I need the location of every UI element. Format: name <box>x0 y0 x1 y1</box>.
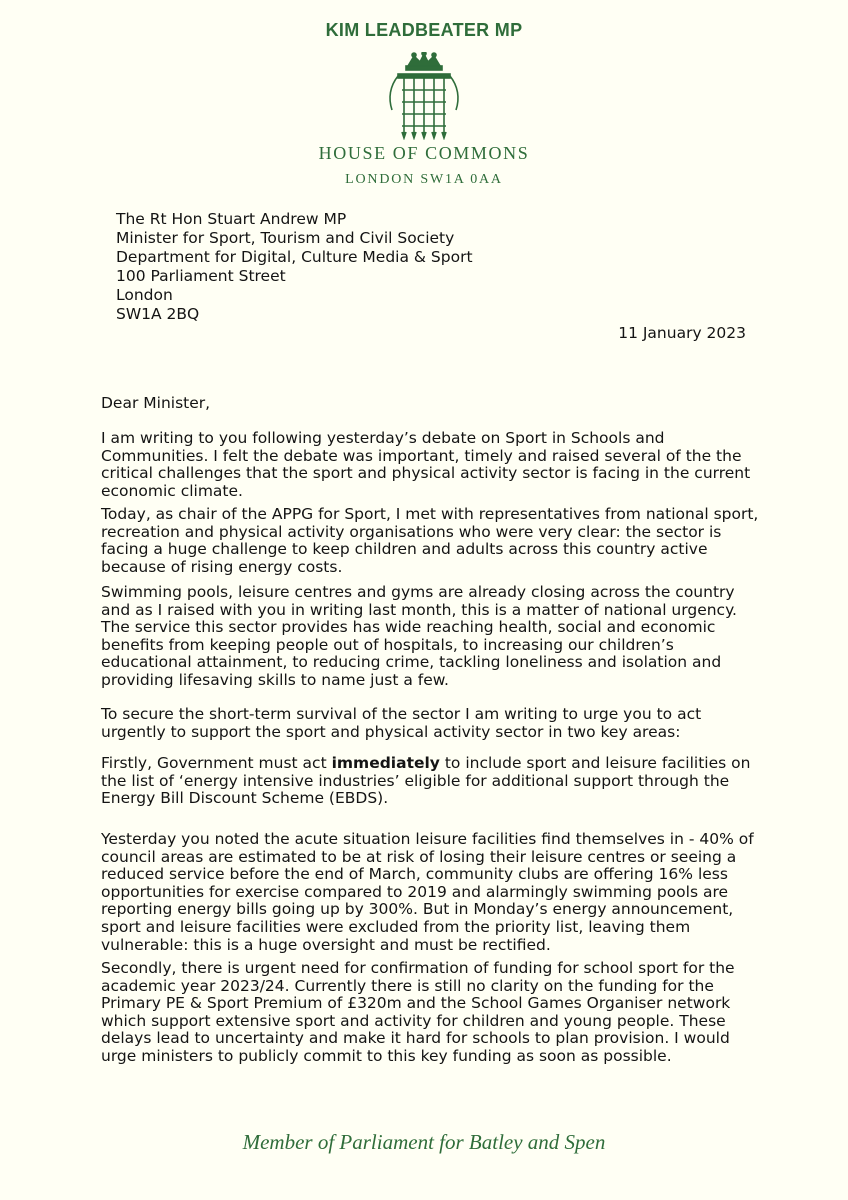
recipient-line: Department for Digital, Culture Media & Sport <box>116 248 473 266</box>
letter-footer: Member of Parliament for Batley and Spen <box>242 1130 606 1154</box>
recipient-line: SW1A 2BQ <box>116 305 200 323</box>
paragraph-text: To secure the short-term survival of the sector I am writing to urge you to act urgently to support the sport and physical activity sector in two key areas: <box>101 705 702 741</box>
body-paragraph <box>101 584 761 690</box>
paragraph-text-end: to include sport and leisure facilities on the list of ‘energy intensive industries’ eligible for additional support through the Energy Bill Discount Scheme (EBDS). <box>101 754 751 808</box>
letterhead-mp-name: KIM LEADBEATER MP <box>325 20 523 40</box>
letterhead-address: LONDON SW1A 0AA <box>345 172 503 187</box>
paragraph-text: Swimming pools, leisure centres and gyms are already closing across the country and as I raised with you in writing last month, this is a matter of national urgency. The service this sector provides has wide reaching health, social and economic benefits from keeping people out of hospitals, to increasing our children’s educational attainment, to reducing crime, tackling loneliness and isolation and providing lifesaving skills to name just a few. <box>101 583 737 689</box>
recipient-line: Minister for Sport, Tourism and Civil Society <box>116 229 455 247</box>
body-paragraph <box>101 506 761 576</box>
salutation: Dear Minister, <box>101 394 211 412</box>
paragraph-text: Secondly, there is urgent need for confirmation of funding for school sport for the academic year 2023/24. Currently there is still no clarity on the funding for the Primary PE & Sport Premium of £320m and the School Games Organiser network which support extensive sport and activity for children and young people. These delays lead to uncertainty and make it hard for schools to plan provision. I would urge ministers to publicly commit to this key funding as soon as possible. <box>101 959 735 1065</box>
emphasis-immediately: immediately <box>331 754 440 772</box>
paragraph-text: Today, as chair of the APPG for Sport, I met with representatives from national sport, recreation and physical activity organisations who were very clear: the sector is facing a huge challenge to keep children and adults across this country active because of rising energy costs. <box>101 505 759 576</box>
body-paragraph <box>101 755 761 808</box>
recipient-address-block <box>116 210 473 324</box>
letter-date: 11 January 2023 <box>618 324 746 342</box>
paragraph-text: Yesterday you noted the acute situation leisure facilities find themselves in - 40% of council areas are estimated to be at risk of losing their leisure centres or seeing a reduced service before the end of March, community clubs are offering 16% less opportunities for exercise compared to 2019 and alarmingly swimming pools are reporting energy bills going up by 300%. But in Monday’s energy announcement, sport and leisure facilities were excluded from the priority list, leaving them vulnerable: this is a huge oversight and must be rectified. <box>101 830 754 954</box>
letterhead-house-name: HOUSE OF COMMONS <box>318 143 530 163</box>
paragraph-text: I am writing to you following yesterday’s debate on Sport in Schools and Communities. I felt the debate was important, timely and raised several of the the critical challenges that the sport and physical activity sector is facing in the current economic climate. <box>101 429 751 500</box>
body-paragraph <box>101 430 761 500</box>
recipient-line: 100 Parliament Street <box>116 267 286 285</box>
body-paragraph <box>101 831 761 954</box>
paragraph-text <box>101 755 761 808</box>
portcullis-icon <box>384 52 464 140</box>
body-paragraph <box>101 960 761 1066</box>
paragraph-text-start: Firstly, Government must act <box>101 754 332 772</box>
recipient-line: London <box>116 286 173 304</box>
recipient-line: The Rt Hon Stuart Andrew MP <box>116 210 347 228</box>
body-paragraph <box>101 706 761 741</box>
